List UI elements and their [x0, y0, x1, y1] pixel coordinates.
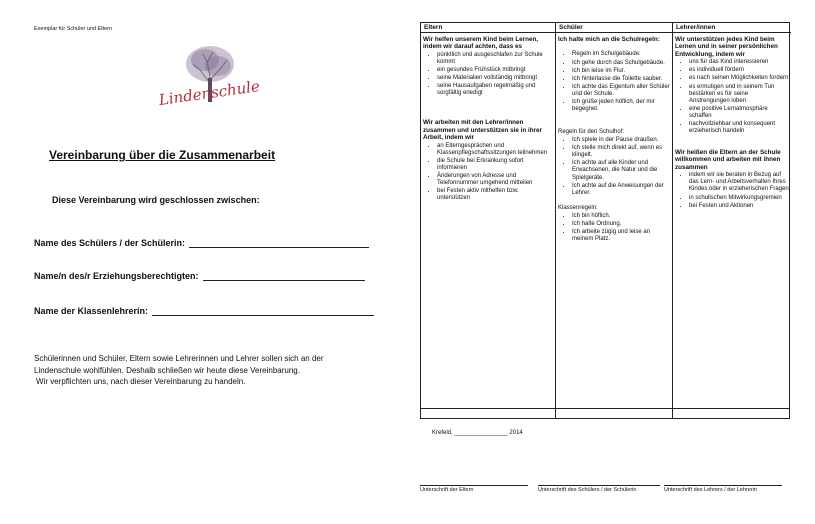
list-item: • Ich achte das Eigentum aller Schüler und der Schule. — [572, 84, 670, 98]
signature-teacher[interactable]: Unterschrift des Lehrers / der Lehrerin — [664, 485, 782, 493]
section-heading: Wir unterstützen jedes Kind beim Lernen und in seiner persönlichen Entwicklung, indem wir — [675, 36, 778, 58]
column-header: Eltern — [421, 23, 555, 33]
section-heading: Wir heißen die Eltern an der Schule willkommen und arbeiten mit ihnen zusammen — [675, 149, 781, 171]
text-line: Schülerinnen und Schüler, Eltern sowie Lehrerinnen und Lehrer sollen sich an der — [34, 354, 324, 363]
column-schueler — [556, 23, 673, 418]
column-header: Schüler — [556, 23, 672, 33]
field-student-name — [34, 238, 369, 248]
page-title: Vereinbarung über die Zusammenarbeit — [49, 148, 276, 162]
list-item: • in schulischen Mitwirkungsgremien — [689, 195, 789, 202]
column-header: Lehrer/innen — [673, 23, 791, 33]
field-label: Name des Schülers / der Schülerin: — [34, 238, 186, 248]
list-item: • bei Festen aktiv mithelfen bzw. unterstützen — [437, 188, 553, 202]
list-item: • es individuell fördern — [689, 67, 789, 74]
list-item: • indem wir sie beraten in Bezug auf das Lern- und Arbeitsverhalten Ihres Kindes oder in erzieherischen Fragen — [689, 172, 789, 193]
list-item: • es ermutigen und in seinem Tun bestärken es für seine Anstrengungen loben — [689, 84, 789, 105]
section-label: Klassenregeln: — [558, 204, 598, 211]
right-page — [420, 0, 815, 524]
field-guardian-name — [34, 271, 365, 281]
list-item: • Ich spiele in der Pause draußen. — [572, 137, 670, 144]
list-item: • nachvollziehbar und konsequent erzieherisch handeln — [689, 121, 789, 135]
place-date-line: Krefeld, ________________ 2014 — [432, 430, 523, 436]
list-item: • an Elterngesprächen und Klassenpflegschaftssitzungen teilnehmen — [437, 143, 553, 157]
list-item: • Ich grüße jeden höflich, der mir begegnet. — [572, 99, 670, 113]
list-item: • pünktlich und ausgeschlafen zur Schule kommt — [437, 52, 553, 66]
signature-parents[interactable]: Unterschrift der Eltern — [420, 485, 528, 493]
field-teacher-name — [34, 306, 374, 316]
list-item: • uns für das Kind interessieren — [689, 59, 789, 66]
school-logo — [155, 38, 265, 118]
list-item: • Änderungen von Adresse und Telefonnummer umgehend mitteilen — [437, 173, 553, 187]
agreement-text — [34, 353, 384, 388]
section-heading: Wir arbeiten mit den Lehrer/innen zusammen und unterstützen sie in ihrer Arbeit, indem wir — [423, 119, 542, 142]
list-item: • Ich stelle mich direkt auf, wenn es klingelt. — [572, 145, 670, 159]
list-item: • bei Festen und Aktionen — [689, 203, 789, 210]
logo-lettering: Lindenschule — [157, 77, 261, 110]
exemplar-note: Exemplar für Schüler und Eltern — [34, 26, 112, 32]
section-heading: Ich halte mich an die Schulregeln: — [558, 36, 660, 43]
list-item: • es nach seinen Möglichkeiten fordern — [689, 75, 789, 82]
signature-student[interactable]: Unterschrift des Schülers / der Schülerin — [538, 485, 660, 493]
list-item: • Ich bin leise im Flur. — [572, 68, 670, 75]
field-label: Name/n des/r Erziehungsberechtigten: — [34, 271, 199, 281]
list-item: • Ich arbeite zügig und leise an meinem Platz. — [572, 229, 670, 243]
list-item: • Regeln im Schulgebäude: — [572, 51, 670, 58]
list-item: • eine positive Lernatmosphäre schaffen — [689, 106, 789, 120]
list-item: • ein gesundes Frühstück mitbringt — [437, 67, 553, 74]
section-label: Regeln für den Schulhof: — [558, 129, 625, 136]
list-item: • Ich gehe durch das Schulgebäude. — [572, 60, 670, 67]
list-item: • die Schule bei Erkrankung sofort informieren — [437, 158, 553, 172]
field-line[interactable] — [189, 239, 369, 248]
field-line[interactable] — [152, 307, 374, 316]
list-item: • Ich halte Ordnung. — [572, 221, 670, 228]
list-item: • seine Materialien vollständig mitbringt — [437, 75, 553, 82]
intro-text: Diese Vereinbarung wird geschlossen zwischen: — [52, 195, 260, 205]
text-line: Wir verpflichten uns, nach dieser Vereinbarung zu handeln. — [36, 377, 246, 387]
section-heading: Wir helfen unserem Kind beim Lernen, indem wir darauf achten, dass es — [423, 36, 539, 51]
list-item: • Ich achte auf alle Kinder und Erwachsenen, die Natur und die Spielgeräte. — [572, 160, 670, 181]
list-item: • Ich bin höflich. — [572, 213, 670, 220]
field-label: Name der Klassenlehrerin: — [34, 306, 149, 316]
column-lehrer — [673, 23, 791, 418]
list-item: • Ich hinterlasse die Toilette sauber. — [572, 76, 670, 83]
agreement-table — [420, 22, 790, 419]
left-page — [0, 0, 400, 524]
field-line[interactable] — [203, 272, 365, 281]
column-eltern — [421, 23, 556, 418]
list-item: • seine Hausaufgaben regelmäßig und sorgfältig erledigt — [437, 83, 553, 97]
text-line: Lindenschule wohlfühlen. Deshalb schließen wir heute diese Vereinbarung. — [34, 365, 300, 375]
list-item: • Ich achte auf die Anweisungen der Lehrer. — [572, 183, 670, 197]
table-divider — [421, 408, 789, 409]
